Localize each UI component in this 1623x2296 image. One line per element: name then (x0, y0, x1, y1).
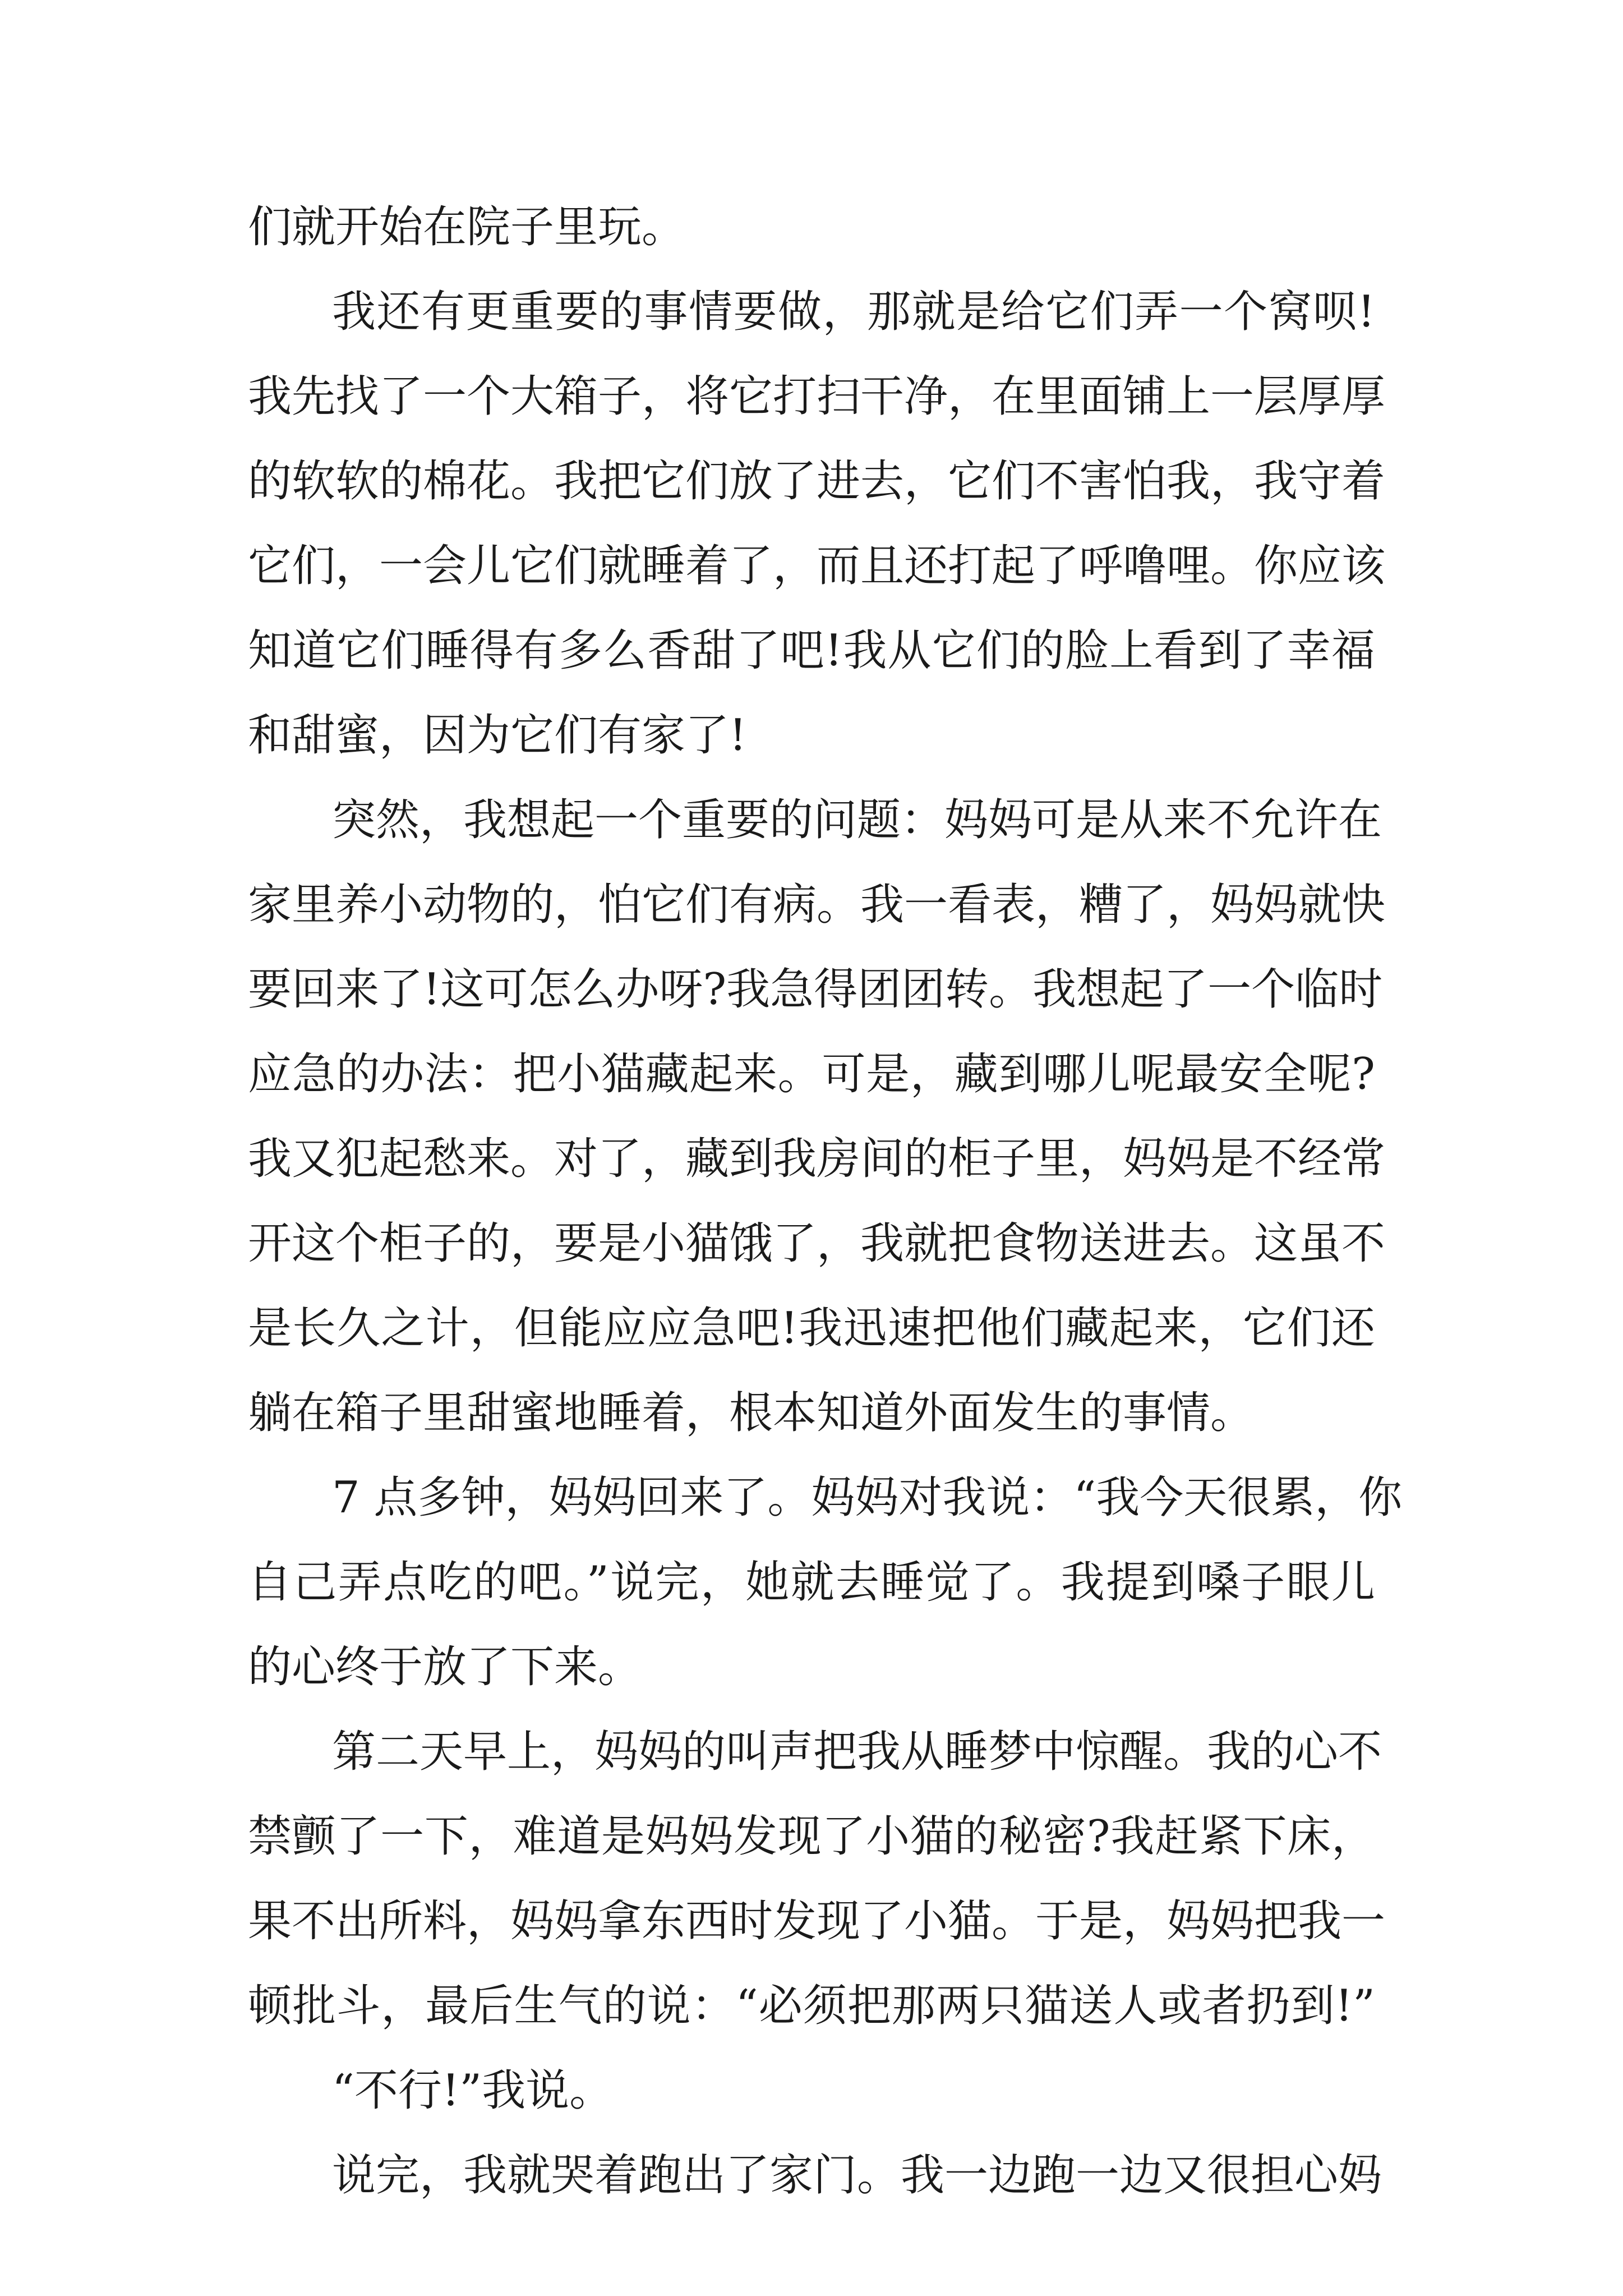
text-line: 突然，我想起一个重要的问题：妈妈可是从来不允许在 (332, 795, 1382, 845)
text-line: 我先找了一个大箱子，将它打扫干净，在里面铺上一层厚厚 (248, 371, 1386, 422)
text-line: “不行!”我说。 (332, 2065, 614, 2116)
text-line: 要回来了!这可怎么办呀?我急得团团转。我想起了一个临时 (248, 964, 1383, 1015)
text-line: 果不出所料，妈妈拿东西时发现了小猫。于是，妈妈把我一 (248, 1896, 1386, 1947)
text-line: 它们，一会儿它们就睡着了，而且还打起了呼噜哩。你应该 (248, 541, 1386, 591)
text-line: 说完，我就哭着跑出了家门。我一边跑一边又很担心妈 (332, 2150, 1382, 2201)
text-line: 禁颤了一下，难道是妈妈发现了小猫的秘密?我赶紧下床， (248, 1811, 1375, 1862)
text-line: 7 点多钟，妈妈回来了。妈妈对我说：“我今天很累，你 (332, 1473, 1403, 1523)
text-line: 的心终于放了下来。 (248, 1642, 642, 1692)
text-line: 自己弄点吃的吧。”说完，她就去睡觉了。我提到嗓子眼儿 (248, 1557, 1375, 1608)
text-line: 躺在箱子里甜蜜地睡着，根本知道外面发生的事情。 (248, 1388, 1255, 1438)
text-line: 是长久之计，但能应应急吧!我迅速把他们藏起来，它们还 (248, 1303, 1375, 1354)
text-line: 我又犯起愁来。对了，藏到我房间的柜子里，妈妈是不经常 (248, 1134, 1386, 1184)
text-line: 家里养小动物的，怕它们有病。我一看表，糟了，妈妈就快 (248, 880, 1386, 930)
text-line: 知道它们睡得有多么香甜了吧!我从它们的脸上看到了幸福 (248, 625, 1375, 676)
text-line: 第二天早上，妈妈的叫声把我从睡梦中惊醒。我的心不 (332, 1727, 1382, 1777)
text-line: 们就开始在院子里玩。 (248, 202, 686, 252)
text-line: 应急的办法：把小猫藏起来。可是，藏到哪儿呢最安全呢? (248, 1049, 1375, 1099)
text-column (248, 185, 1403, 2218)
text-line: 和甜蜜，因为它们有家了! (248, 710, 747, 761)
text-line: 顿批斗，最后生气的说：“必须把那两只猫送人或者扔到!” (248, 1981, 1375, 2031)
text-line: 的软软的棉花。我把它们放了进去，它们不害怕我，我守着 (248, 456, 1386, 507)
text-line: 开这个柜子的，要是小猫饿了，我就把食物送进去。这虽不 (248, 1218, 1386, 1269)
text-line: 我还有更重要的事情要做，那就是给它们弄一个窝呗! (332, 287, 1375, 337)
